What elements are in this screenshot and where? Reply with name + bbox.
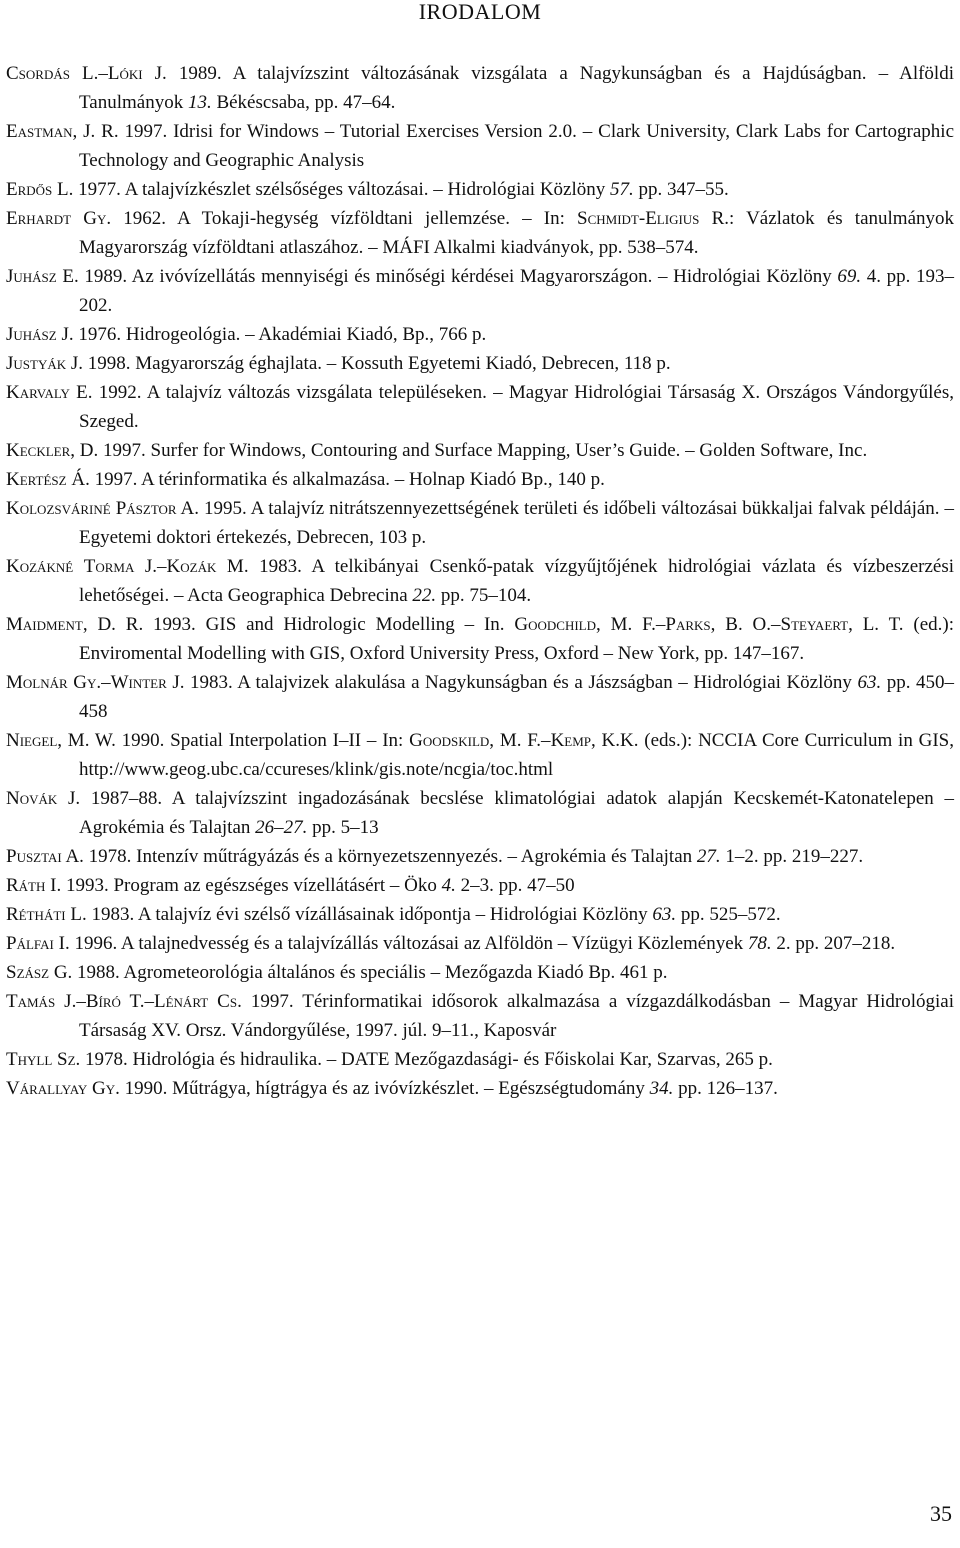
reference-entry — [6, 204, 954, 262]
reference-entry — [6, 117, 954, 175]
reference-author: Rétháti — [6, 904, 66, 925]
reference-text: J. 1989. A talajvízszint változásának vizsgálata a Nagykunságban és a Hajdúságban. – Alföldi Tanulmányok — [79, 63, 954, 113]
reference-author: Parks — [665, 614, 711, 635]
reference-author: Szász — [6, 962, 50, 983]
reference-entry — [6, 175, 954, 204]
reference-text: J.– — [134, 556, 167, 577]
reference-volume: 13. — [187, 92, 212, 113]
reference-author: Kozák — [166, 556, 217, 577]
reference-entry — [6, 494, 954, 552]
reference-author: Erhardt — [6, 208, 72, 229]
reference-author: Juhász — [6, 266, 57, 287]
reference-text: J. 1976. Hidrogeológia. – Akadémiai Kiadó, Bp., 766 p. — [56, 324, 487, 345]
reference-author: Niegel — [6, 730, 58, 751]
reference-volume: 22. — [412, 585, 437, 606]
reference-author: Molnár — [6, 672, 68, 693]
reference-text: , M. F.– — [596, 614, 666, 635]
reference-author: Novák — [6, 788, 58, 809]
reference-volume: 69. — [837, 266, 862, 287]
reference-text: , M. F.– — [489, 730, 551, 751]
reference-author: Sz — [57, 1049, 76, 1070]
reference-text: L. 1977. A talajvízkészlet szélsőséges változásai. – Hidrológiai Közlöny — [52, 179, 611, 200]
reference-text: pp. 5–13 — [307, 817, 379, 838]
reference-entry — [6, 929, 954, 958]
reference-text: pp. 126–137. — [673, 1078, 778, 1099]
reference-author: Kertész — [6, 469, 67, 490]
reference-text: 4. pp. 193–202. — [79, 266, 955, 316]
reference-author: Eastman — [6, 121, 73, 142]
reference-author: Karvaly — [6, 382, 70, 403]
reference-entry — [6, 1074, 954, 1103]
reference-author: Kozákné — [6, 556, 74, 577]
reference-text: E. 1992. A talajvíz változás vizsgálata településeken. – Magyar Hidrológiai Társaság X. Országos Vándorgyűlés, Szeged. — [69, 382, 954, 432]
reference-author: Thyll — [6, 1049, 53, 1070]
reference-author: Lénárt — [154, 991, 209, 1012]
reference-text: A. 1995. A talajvíz nitrátszennyezettségének területi és időbeli változásai bükkaljai falvak példáján. – Egyetemi doktori értekezés, Debrecen, 103 p. — [79, 498, 955, 548]
reference-volume: 78. — [747, 933, 772, 954]
reference-text: . 1990. Műtrágya, hígtrágya és az ivóvízkészlet. – Egészségtudomány — [115, 1078, 650, 1099]
reference-list — [6, 59, 954, 1103]
reference-text: 1–2. pp. 219–227. — [720, 846, 864, 867]
reference-text: , K.K. (eds.): NCCIA Core Curriculum in GIS, http://www.geog.ubc.ca/ccureses/klink/gis.note/ncgia/toc.html — [79, 730, 954, 780]
reference-text: . 1997. Térinformatikai idősorok alkalmazása a vízgazdálkodásban – Magyar Hidrológiai Társaság XV. Orsz. Vándorgyűlése, 1997. júl. 9–11., Kaposvár — [79, 991, 954, 1041]
reference-author: Goodchild — [514, 614, 597, 635]
page-title: IRODALOM — [418, 0, 542, 24]
reference-author: Csordás — [6, 63, 70, 84]
reference-author: Várallyay — [6, 1078, 88, 1099]
reference-text: R.: Vázlatok és tanulmányok Magyarország vízföldtani atlaszához. – MÁFI Alkalmi kiadványok, pp. 538–574. — [79, 208, 954, 258]
reference-entry — [6, 958, 954, 987]
reference-entry — [6, 436, 954, 465]
reference-text: pp. 525–572. — [676, 904, 781, 925]
reference-text: , D. R. 1993. GIS and Hidrologic Modelling – In. — [82, 614, 515, 635]
reference-volume: 4. — [441, 875, 456, 896]
reference-entry — [6, 842, 954, 871]
reference-text: I. 1996. A talajnedvesség és a talajvízállás változásai az Alföldön – Vízügyi Közlemények — [53, 933, 748, 954]
reference-author: Ráth — [6, 875, 46, 896]
reference-text: J. 1983. A talajvizek alakulása a Nagykunságban és a Jászságban – Hidrológiai Közlöny — [166, 672, 858, 693]
reference-entry — [6, 262, 954, 320]
reference-author: Tamás — [6, 991, 56, 1012]
reference-author: Cs — [217, 991, 238, 1012]
reference-text: , J. R. 1997. Idrisi for Windows – Tutorial Exercises Version 2.0. – Clark University, Clark Labs for Cartographic Technology and Geographic Analysis — [72, 121, 954, 171]
reference-author: Eligius — [645, 208, 700, 229]
reference-text — [73, 556, 84, 577]
reference-text: .– — [96, 672, 111, 693]
reference-volume: 34. — [649, 1078, 674, 1099]
reference-text: M. 1983. A telkibányai Csenkő-patak vízgyűjtőjének hidrológiai vázlata és vízbeszerzési lehetőségei. – Acta Geographica Debrecina — [79, 556, 954, 606]
reference-author: Steyaert — [780, 614, 849, 635]
reference-text: L.– — [69, 63, 108, 84]
reference-text: J. 1998. Magyarország éghajlata. – Kossuth Egyetemi Kiadó, Debrecen, 118 p. — [66, 353, 671, 374]
reference-author: Gy — [73, 672, 97, 693]
reference-entry — [6, 900, 954, 929]
reference-author: Kemp — [550, 730, 592, 751]
reference-volume: 57. — [610, 179, 634, 200]
reference-author: Schmidt — [577, 208, 639, 229]
reference-text: A. 1978. Intenzív műtrágyázás és a környezetszennyezés. – Agrokémia és Talajtan — [61, 846, 697, 867]
reference-author: Kolozsváriné — [6, 498, 111, 519]
reference-text: Békéscsaba, pp. 47–64. — [211, 92, 396, 113]
reference-entry — [6, 871, 954, 900]
reference-text: , D. 1997. Surfer for Windows, Contouring and Surface Mapping, User’s Guide. – Golden Software, Inc. — [70, 440, 868, 461]
reference-entry — [6, 784, 954, 842]
reference-text: 2–3. pp. 47–50 — [455, 875, 575, 896]
reference-author: Goodskild — [409, 730, 490, 751]
reference-text: , M. W. 1990. Spatial Interpolation I–II – In: — [57, 730, 410, 751]
reference-author: Gy — [83, 208, 107, 229]
reference-text: L. 1983. A talajvíz évi szélső vízállásainak időpontja – Hidrológiai Közlöny — [65, 904, 653, 925]
reference-entry — [6, 987, 954, 1045]
reference-author: Gy — [92, 1078, 116, 1099]
reference-entry — [6, 320, 954, 349]
reference-entry — [6, 1045, 954, 1074]
reference-text: I. 1993. Program az egészséges vízellátásért – Öko — [45, 875, 442, 896]
reference-text: 2. pp. 207–218. — [771, 933, 896, 954]
reference-text: , L. T. (ed.): Enviromental Modelling with GIS, Oxford University Press, Oxford – New York, pp. 147–167. — [79, 614, 954, 664]
reference-text: pp. 347–55. — [633, 179, 729, 200]
reference-author: Pálfai — [6, 933, 54, 954]
reference-entry — [6, 59, 954, 117]
reference-text: - — [638, 208, 646, 229]
reference-author: Maidment — [6, 614, 83, 635]
reference-text: . 1978. Hidrológia és hidraulika. – DATE Mezőgazdasági- és Főiskolai Kar, Szarvas, 265 p. — [75, 1049, 773, 1070]
reference-entry — [6, 378, 954, 436]
reference-text: . 1962. A Tokaji-hegység vízföldtani jellemzése. – In: — [106, 208, 578, 229]
reference-entry — [6, 465, 954, 494]
reference-author: Pusztai — [6, 846, 62, 867]
reference-entry — [6, 668, 954, 726]
reference-author: Torma — [83, 556, 135, 577]
reference-author: Pásztor — [115, 498, 177, 519]
reference-author: Erdős — [6, 179, 53, 200]
reference-text — [71, 208, 83, 229]
reference-entry — [6, 726, 954, 784]
reference-text: pp. 75–104. — [436, 585, 532, 606]
reference-author: Keckler — [6, 440, 71, 461]
reference-entry — [6, 349, 954, 378]
reference-text — [208, 991, 217, 1012]
reference-entry — [6, 552, 954, 610]
reference-author: Justyák — [6, 353, 67, 374]
reference-entry — [6, 610, 954, 668]
reference-text: pp. 450–458 — [79, 672, 955, 722]
reference-author: Winter — [110, 672, 167, 693]
reference-text: J.– — [55, 991, 86, 1012]
reference-text: , B. O.– — [710, 614, 781, 635]
reference-volume: 26–27. — [255, 817, 308, 838]
reference-text: T.– — [120, 991, 154, 1012]
page-number: 35 — [930, 1501, 952, 1526]
reference-volume: 63. — [857, 672, 882, 693]
reference-volume: 27. — [696, 846, 721, 867]
reference-volume: 63. — [652, 904, 677, 925]
reference-author: Juhász — [6, 324, 57, 345]
reference-text: E. 1989. Az ivóvízellátás mennyiségi és minőségi kérdései Magyarországon. – Hidrológiai Közlöny — [56, 266, 838, 287]
reference-text: Á. 1997. A térinformatika és alkalmazása. – Holnap Kiadó Bp., 140 p. — [66, 469, 605, 490]
reference-text: J. 1987–88. A talajvízszint ingadozásának becslése klimatológiai adatok alapján Kecskemét-Katonatelepen – Agrokémia és Talajtan — [57, 788, 954, 838]
reference-text: G. 1988. Agrometeorológia általános és speciális – Mezőgazda Kiadó Bp. 461 p. — [49, 962, 668, 983]
reference-author: Bíró — [85, 991, 121, 1012]
reference-author: Lóki — [107, 63, 143, 84]
